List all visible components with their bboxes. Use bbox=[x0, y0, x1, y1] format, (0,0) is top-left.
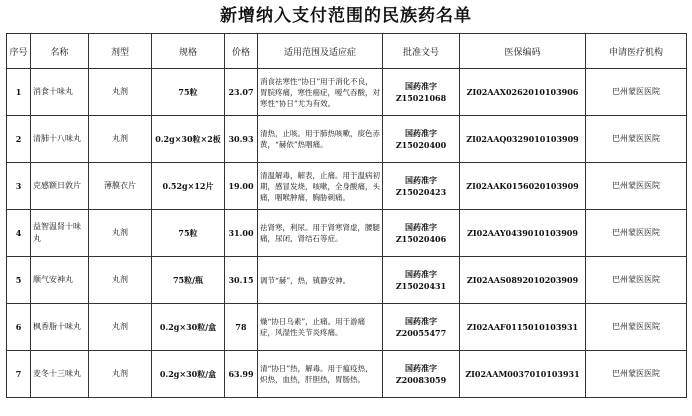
approval-number-cell: 国药准字Z20055477 bbox=[383, 304, 460, 351]
approval-number-cell: 国药准字Z15020423 bbox=[383, 163, 460, 210]
row-number-cell: 6 bbox=[7, 304, 31, 351]
insurance-code-cell: ZI02AAM0037010103931 bbox=[460, 351, 586, 398]
row-number-cell: 4 bbox=[7, 210, 31, 257]
price-cell: 30.93 bbox=[225, 116, 258, 163]
indication-cell: 清温解毒，解表，止痛。用于温病初期，感冒发烧，咳嗽，全身酸痛，头痛，咽喉肿痛，胸胁刺痛。 bbox=[258, 163, 383, 210]
approval-number-cell: 国药准字Z15020406 bbox=[383, 210, 460, 257]
table-row bbox=[7, 351, 687, 398]
table-row bbox=[7, 69, 687, 116]
insurance-code-cell: ZI02AAQ0329010103909 bbox=[460, 116, 586, 163]
medicine-name-cell: 枫香脂十味丸 bbox=[31, 304, 89, 351]
header-code: 医保编码 bbox=[460, 34, 586, 69]
specification-cell: 0.52g×12片 bbox=[152, 163, 225, 210]
header-row bbox=[7, 34, 687, 69]
table-row bbox=[7, 257, 687, 304]
institution-cell: 巴州蒙医医院 bbox=[586, 351, 687, 398]
approval-number-cell: 国药准字Z15021068 bbox=[383, 69, 460, 116]
row-number-cell: 2 bbox=[7, 116, 31, 163]
approval-number-cell: 国药准字Z20083059 bbox=[383, 351, 460, 398]
medicine-name-cell: 顺气安神丸 bbox=[31, 257, 89, 304]
dosage-form-cell: 丸剂 bbox=[89, 304, 152, 351]
indication-cell: 祛肾寒，利尿。用于肾寒肾虚，腰腿痛，尿闭，肾结石等症。 bbox=[258, 210, 383, 257]
table-body bbox=[7, 69, 687, 398]
dosage-form-cell: 丸剂 bbox=[89, 116, 152, 163]
insurance-code-cell: ZI02AAK0156020103909 bbox=[460, 163, 586, 210]
institution-cell: 巴州蒙医医院 bbox=[586, 116, 687, 163]
header-spec: 规格 bbox=[152, 34, 225, 69]
indication-cell: 燥“协日乌素”，止痛。用于游痛症，风湿性关节炎疼痛。 bbox=[258, 304, 383, 351]
medicine-name-cell: 清肺十八味丸 bbox=[31, 116, 89, 163]
institution-cell: 巴州蒙医医院 bbox=[586, 163, 687, 210]
header-institution: 申请医疗机构 bbox=[586, 34, 687, 69]
medicine-name-cell: 消食十味丸 bbox=[31, 69, 89, 116]
price-cell: 19.00 bbox=[225, 163, 258, 210]
institution-cell: 巴州蒙医医院 bbox=[586, 69, 687, 116]
approval-number-cell: 国药准字Z15020400 bbox=[383, 116, 460, 163]
row-number-cell: 3 bbox=[7, 163, 31, 210]
medicine-name-cell: 麦冬十三味丸 bbox=[31, 351, 89, 398]
specification-cell: 75粒 bbox=[152, 69, 225, 116]
specification-cell: 0.2g×30粒/盒 bbox=[152, 304, 225, 351]
header-approval: 批准文号 bbox=[383, 34, 460, 69]
dosage-form-cell: 丸剂 bbox=[89, 210, 152, 257]
indication-cell: 清热，止咳。用于肺热咳嗽，痰色赤黄，“赫依”热咽痛。 bbox=[258, 116, 383, 163]
table-row bbox=[7, 116, 687, 163]
insurance-code-cell: ZI02AAS0892010203909 bbox=[460, 257, 586, 304]
institution-cell: 巴州蒙医医院 bbox=[586, 304, 687, 351]
table-header bbox=[7, 34, 687, 69]
row-number-cell: 7 bbox=[7, 351, 31, 398]
specification-cell: 0.2g×30粒×2板 bbox=[152, 116, 225, 163]
specification-cell: 75粒 bbox=[152, 210, 225, 257]
medicine-name-cell: 克感额日敦片 bbox=[31, 163, 89, 210]
row-number-cell: 1 bbox=[7, 69, 31, 116]
institution-cell: 巴州蒙医医院 bbox=[586, 210, 687, 257]
document-title: 新增纳入支付范围的民族药名单 bbox=[220, 6, 472, 26]
specification-cell: 75粒/瓶 bbox=[152, 257, 225, 304]
institution-cell: 巴州蒙医医院 bbox=[586, 257, 687, 304]
price-cell: 63.99 bbox=[225, 351, 258, 398]
insurance-code-cell: ZI02AAY0439010103909 bbox=[460, 210, 586, 257]
dosage-form-cell: 薄膜衣片 bbox=[89, 163, 152, 210]
insurance-code-cell: ZI02AAF0115010103931 bbox=[460, 304, 586, 351]
dosage-form-cell: 丸剂 bbox=[89, 257, 152, 304]
row-number-cell: 5 bbox=[7, 257, 31, 304]
price-cell: 31.00 bbox=[225, 210, 258, 257]
insurance-code-cell: ZI02AAX0262010103906 bbox=[460, 69, 586, 116]
header-form: 剂型 bbox=[89, 34, 152, 69]
dosage-form-cell: 丸剂 bbox=[89, 69, 152, 116]
medicine-name-cell: 益智温肾十味丸 bbox=[31, 210, 89, 257]
table-row bbox=[7, 210, 687, 257]
ethnic-medicine-table bbox=[6, 33, 687, 398]
indication-cell: 调节“赫”，热，镇静安神。 bbox=[258, 257, 383, 304]
dosage-form-cell: 丸剂 bbox=[89, 351, 152, 398]
header-price: 价格 bbox=[225, 34, 258, 69]
header-name: 名称 bbox=[31, 34, 89, 69]
header-no: 序号 bbox=[7, 34, 31, 69]
price-cell: 78 bbox=[225, 304, 258, 351]
price-cell: 23.07 bbox=[225, 69, 258, 116]
table-row bbox=[7, 304, 687, 351]
price-cell: 30.15 bbox=[225, 257, 258, 304]
header-indication: 适用范围及适应症 bbox=[258, 34, 383, 69]
indication-cell: 清“协日”热，解毒。用于瘟疫热，炽热，血热，肝胆热，胃肠热。 bbox=[258, 351, 383, 398]
approval-number-cell: 国药准字Z15020431 bbox=[383, 257, 460, 304]
indication-cell: 消食祛寒性“协日”用于消化不良，胃脘疼痛，寒性癌症，嗳气吞酸，对寒性“协日”尤为有效。 bbox=[258, 69, 383, 116]
specification-cell: 0.2g×30粒/盒 bbox=[152, 351, 225, 398]
table-row bbox=[7, 163, 687, 210]
